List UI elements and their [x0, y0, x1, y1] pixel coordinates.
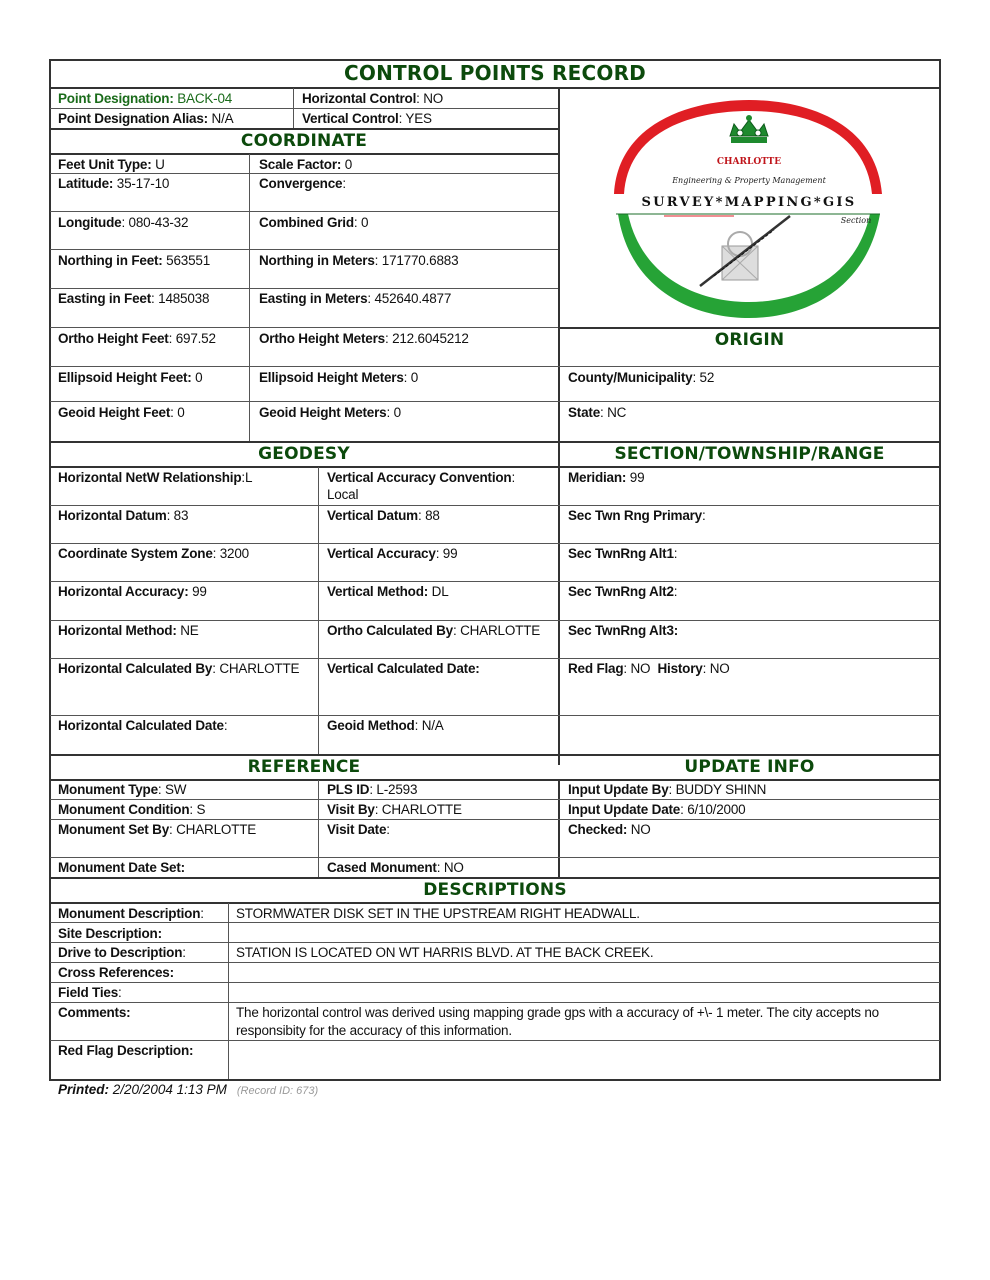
easting-feet: Easting in Feet: 1485038	[58, 291, 210, 306]
horizontal-control: Horizontal Control: NO	[302, 91, 444, 106]
easting-meters: Easting in Meters: 452640.4877	[259, 291, 452, 306]
coordinate-system-zone: Coordinate System Zone: 3200	[58, 546, 249, 561]
geoid-height-meters: Geoid Height Meters: 0	[259, 405, 401, 420]
crown-icon	[730, 115, 768, 143]
vertical-datum: Vertical Datum: 88	[327, 508, 440, 523]
field-ties-label: Field Ties:	[58, 985, 122, 1000]
monument-set-by: Monument Set By: CHARLOTTE	[58, 822, 257, 837]
reference-heading: REFERENCE	[247, 757, 361, 777]
cased-monument: Cased Monument: NO	[327, 860, 464, 875]
sec-twnrng-alt3: Sec TwnRng Alt3:	[568, 623, 679, 638]
input-update-by: Input Update By: BUDDY SHINN	[568, 782, 767, 797]
meridian: Meridian: 99	[568, 470, 645, 485]
horizontal-netw-relationship: Horizontal NetW Relationship:L	[58, 470, 253, 485]
ellipsoid-height-meters: Ellipsoid Height Meters: 0	[259, 370, 419, 385]
checked: Checked: NO	[568, 822, 651, 837]
vertical-accuracy-convention: Vertical Accuracy Convention: Local	[327, 470, 516, 502]
point-designation-alias: Point Designation Alias: N/A	[58, 111, 234, 126]
origin-heading: ORIGIN	[714, 330, 785, 350]
vertical-method: Vertical Method: DL	[327, 584, 449, 599]
update-info-heading: UPDATE INFO	[684, 757, 815, 777]
horizontal-accuracy: Horizontal Accuracy: 99	[58, 584, 207, 599]
red-flag-history: Red Flag: NO History: NO	[568, 661, 730, 676]
cross-references-label: Cross References:	[58, 965, 174, 980]
pls-id: PLS ID: L-2593	[327, 782, 418, 797]
vertical-control: Vertical Control: YES	[302, 111, 432, 126]
sec-twn-rng-primary: Sec Twn Rng Primary:	[568, 508, 706, 523]
monument-type: Monument Type: SW	[58, 782, 187, 797]
monument-description-value: STORMWATER DISK SET IN THE UPSTREAM RIGHT HEADWALL.	[236, 906, 640, 921]
northing-meters: Northing in Meters: 171770.6883	[259, 253, 459, 268]
visit-by: Visit By: CHARLOTTE	[327, 802, 462, 817]
feet-unit-type: Feet Unit Type: U	[58, 157, 165, 172]
vertical-accuracy: Vertical Accuracy: 99	[327, 546, 458, 561]
geoid-height-feet: Geoid Height Feet: 0	[58, 405, 185, 420]
page-title: CONTROL POINTS RECORD	[344, 61, 646, 85]
convergence: Convergence:	[259, 176, 346, 191]
latitude: Latitude: 35-17-10	[58, 176, 170, 191]
horizontal-calculated-by: Horizontal Calculated By: CHARLOTTE	[58, 661, 300, 676]
comments-value: The horizontal control was derived using mapping grade gps with a accuracy of +\- 1 meter. The city accepts no responsibity for the accuracy of this information.	[236, 1005, 879, 1038]
scale-factor: Scale Factor: 0	[259, 157, 353, 172]
section-township-range-heading: SECTION/TOWNSHIP/RANGE	[614, 444, 885, 464]
drive-to-description-value: STATION IS LOCATED ON WT HARRIS BLVD. AT THE BACK CREEK.	[236, 945, 654, 960]
drive-to-description-label: Drive to Description:	[58, 945, 186, 960]
monument-condition: Monument Condition: S	[58, 802, 206, 817]
state: State: NC	[568, 405, 627, 420]
horizontal-method: Horizontal Method: NE	[58, 623, 199, 638]
horizontal-calculated-date: Horizontal Calculated Date:	[58, 718, 228, 733]
point-designation: Point Designation: BACK-04	[58, 91, 233, 106]
logo-graphic	[604, 96, 894, 322]
monument-description-label: Monument Description:	[58, 906, 204, 921]
county-municipality: County/Municipality: 52	[568, 370, 715, 385]
ellipsoid-height-feet: Ellipsoid Height Feet: 0	[58, 370, 203, 385]
northing-feet: Northing in Feet: 563551	[58, 253, 211, 268]
descriptions-heading: DESCRIPTIONS	[423, 880, 567, 900]
printed-timestamp: Printed: 2/20/2004 1:13 PM (Record ID: 673)	[58, 1082, 319, 1097]
transit-instrument-icon	[700, 216, 790, 286]
record-id: (Record ID: 673)	[236, 1085, 319, 1097]
monument-date-set: Monument Date Set:	[58, 860, 185, 875]
geodesy-heading: GEODESY	[258, 444, 350, 464]
svg-text:CHARLOTTE: CHARLOTTE	[716, 157, 782, 167]
sec-twnrng-alt1: Sec TwnRng Alt1:	[568, 546, 678, 561]
svg-text:Section: Section	[840, 216, 872, 225]
horizontal-datum: Horizontal Datum: 83	[58, 508, 189, 523]
longitude: Longitude: 080-43-32	[58, 215, 189, 230]
charlotte-survey-logo	[604, 96, 894, 322]
input-update-date: Input Update Date: 6/10/2000	[568, 802, 746, 817]
svg-text:Engineering & Property Managem: Engineering & Property Management	[672, 176, 826, 185]
coordinate-heading: COORDINATE	[240, 131, 368, 151]
visit-date: Visit Date:	[327, 822, 390, 837]
ortho-height-feet: Ortho Height Feet: 697.52	[58, 331, 216, 346]
sec-twnrng-alt2: Sec TwnRng Alt2:	[568, 584, 678, 599]
ortho-height-meters: Ortho Height Meters: 212.6045212	[259, 331, 469, 346]
site-description-label: Site Description:	[58, 926, 162, 941]
red-flag-description-label: Red Flag Description:	[58, 1043, 194, 1058]
combined-grid: Combined Grid: 0	[259, 215, 369, 230]
vertical-calculated-date: Vertical Calculated Date:	[327, 661, 480, 676]
svg-text:SURVEY*MAPPING*GIS: SURVEY*MAPPING*GIS	[641, 195, 857, 210]
ortho-calculated-by: Ortho Calculated By: CHARLOTTE	[327, 623, 541, 638]
comments-label: Comments:	[58, 1005, 131, 1020]
geoid-method: Geoid Method: N/A	[327, 718, 444, 733]
